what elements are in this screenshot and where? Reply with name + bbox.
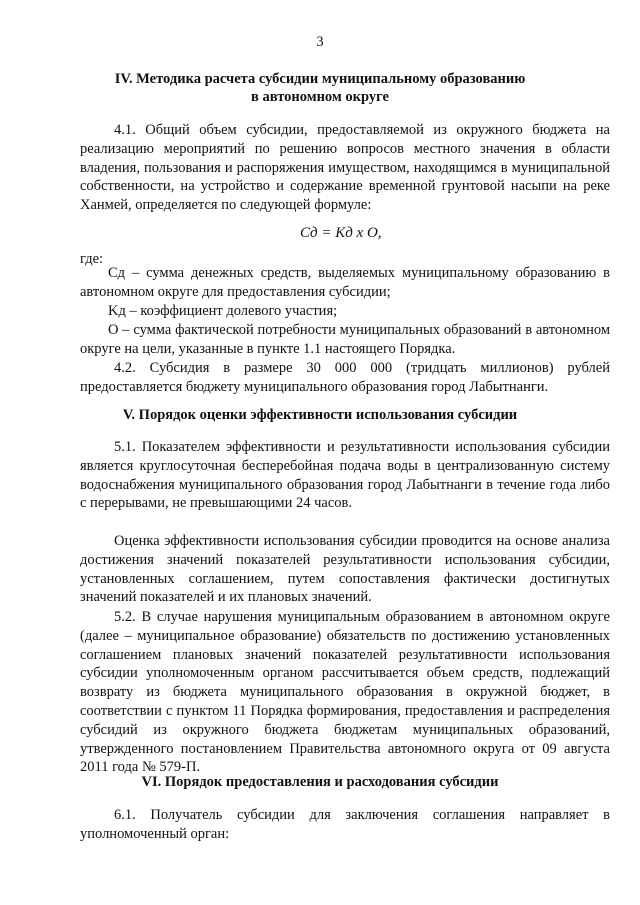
paragraph-4-1: 4.1. Общий объем субсидии, предоставляемой из окружного бюджета на реализацию мероприятий по решению вопросов местного значения в области владения, пользования и распоряжения имуществом, находящимся в муниципальной собственности, на устройство и содержание временной грунтовой насыпи на реке Ханмей, определяется по следующей формуле: (80, 122, 610, 214)
section-4-title (60, 70, 580, 106)
section-5-title: V. Порядок оценки эффективности использования субсидии (122, 407, 518, 423)
section-4-title-line2: в автономном округе (251, 89, 389, 105)
paragraph-4-2: 4.2. Субсидия в размере 30 000 000 (тридцать миллионов) рублей предоставляется бюджету муниципального образования город Лабытнанги. (80, 360, 610, 395)
paragraph-5-1-evaluation: Оценка эффективности использования субсидии проводится на основе анализа достижения значений показателей результативности использования субсидии, установленных соглашением, путем сопоставления фактически достигнутых значений показателей и их плановых значений. (80, 533, 610, 606)
definition-c: Cд – сумма денежных средств, выделяемых муниципальному образованию в автономном округе для предоставления субсидии; (80, 265, 610, 300)
definition-o: О – сумма фактической потребности муниципальных образований в автономном округе на цели, указанные в пункте 1.1 настоящего Порядка. (80, 322, 610, 357)
paragraph-5-2: 5.2. В случае нарушения муниципальным образованием в автономном округе (далее – муниципальное образование) обязательств по достижению установленных соглашением плановых значений показателей результативности использования субсидии уполномоченным органом рассчитывается объем средств, подлежащий возврату из бюджета муниципального образования в окружной бюджет, в соответствии с пунктом 11 Порядка формирования, предоставления и распределения субсидий из окружного бюджета бюджетам муниципальных образований, утвержденного постановлением Правительства автономного округа от 09 августа 2011 года № 579-П. (80, 609, 610, 776)
definition-k: Kд – коэффициент долевого участия; (108, 303, 338, 319)
formula: Cд = Kд x О, (300, 225, 382, 241)
section-6-title: VI. Порядок предоставления и расходования субсидии (141, 774, 499, 790)
section-4-title-line1: IV. Методика расчета субсидии муниципальному образованию (114, 71, 526, 87)
where-label: где: (80, 251, 104, 267)
paragraph-6-1: 6.1. Получатель субсидии для заключения соглашения направляет в уполномоченный орган: (80, 807, 610, 842)
page-number: 3 (316, 34, 324, 50)
paragraph-5-1: 5.1. Показателем эффективности и результативности использования субсидии является круглосуточная бесперебойная подача воды в централизованную систему водоснабжения муниципального образования город Лабытнанги в течение года либо с перерывами, не превышающими 24 часов. (80, 439, 610, 512)
